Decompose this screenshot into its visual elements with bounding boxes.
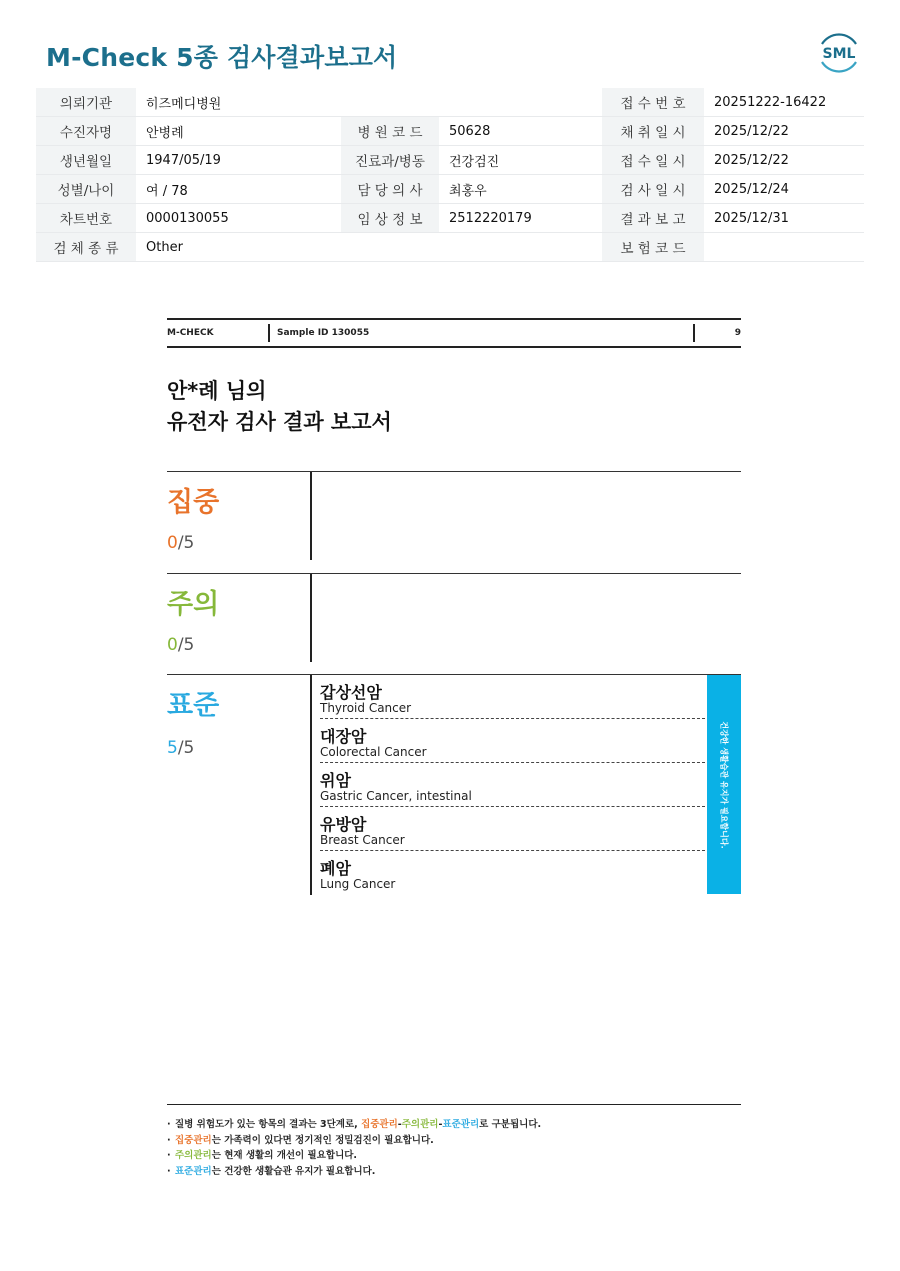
item-name-en: Thyroid Cancer [320, 701, 412, 715]
info-label: 병 원 코 드 [341, 117, 439, 146]
note-line: · 주의관리는 현재 생활의 개선이 필요합니다. [167, 1150, 358, 1161]
info-row [36, 233, 864, 262]
info-value: 2025/12/24 [704, 175, 864, 204]
info-empty [341, 88, 439, 117]
note-line: · 표준관리는 건강한 생활습관 유지가 필요합니다. [167, 1165, 376, 1177]
info-value: 여 / 78 [136, 175, 341, 204]
item-name-en: Gastric Cancer, intestinal [320, 789, 472, 803]
report-title [167, 376, 392, 438]
info-row [36, 88, 864, 117]
info-label: 생년월일 [36, 146, 136, 175]
info-label: 성별/나이 [36, 175, 136, 204]
info-value: 건강검진 [439, 146, 602, 175]
report-brand: M-CHECK [167, 328, 214, 338]
document-title: M-Check 5종 검사결과보고서 [46, 43, 398, 72]
info-value: 2512220179 [439, 204, 602, 233]
section-name: 집중 [167, 487, 220, 518]
info-empty [341, 233, 439, 262]
logo-text: SML [822, 46, 856, 62]
section-count [167, 635, 194, 655]
section-count [167, 533, 194, 553]
list-item [320, 851, 705, 894]
list-item [320, 807, 705, 851]
page-number: 9 [734, 328, 741, 338]
info-empty [439, 88, 602, 117]
info-label: 진료과/병동 [341, 146, 439, 175]
info-value: Other [136, 233, 341, 262]
cancer-list [320, 675, 705, 894]
info-value: 안병례 [136, 117, 341, 146]
header-divider [693, 324, 695, 342]
genetic-report-page [167, 318, 741, 1198]
info-value: 최홍우 [439, 175, 602, 204]
info-value: 2025/12/31 [704, 204, 864, 233]
info-value: 0000130055 [136, 204, 341, 233]
info-value: 50628 [439, 117, 602, 146]
header-divider [268, 324, 270, 342]
count-value: 0 [167, 533, 178, 553]
item-name-ko: 유방암 [320, 815, 367, 834]
sample-id: Sample ID 130055 [277, 328, 370, 338]
section-count [167, 738, 194, 758]
info-value: 20251222-16422 [704, 88, 864, 117]
info-value [704, 233, 864, 262]
section-standard [167, 674, 741, 895]
info-value: 히즈메디병원 [136, 88, 341, 117]
section-name: 표준 [167, 690, 220, 721]
section-focus [167, 471, 741, 560]
info-value: 2025/12/22 [704, 117, 864, 146]
report-title-line2: 유전자 검사 결과 보고서 [167, 410, 392, 434]
count-value: 5 [167, 738, 178, 758]
info-row [36, 175, 864, 204]
info-row [36, 146, 864, 175]
report-header [167, 318, 741, 348]
info-label: 임 상 정 보 [341, 204, 439, 233]
info-label: 차트번호 [36, 204, 136, 233]
count-total: /5 [177, 635, 195, 655]
info-label: 수진자명 [36, 117, 136, 146]
item-name-ko: 폐암 [320, 859, 351, 878]
section-name: 주의 [167, 589, 220, 620]
info-label: 보 험 코 드 [602, 233, 704, 262]
info-label: 의뢰기관 [36, 88, 136, 117]
count-value: 0 [167, 635, 178, 655]
note-line: · 집중관리는 가족력이 있다면 정기적인 정밀검진이 필요합니다. [167, 1134, 434, 1146]
list-item [320, 719, 705, 763]
note-line: · 질병 위험도가 있는 항목의 결과는 3단계로, 집중관리-주의관리-표준관리로 구분됩니다. [167, 1119, 542, 1130]
info-label: 채 취 일 시 [602, 117, 704, 146]
section-divider [310, 472, 312, 560]
item-name-ko: 갑상선암 [320, 683, 382, 702]
list-item [320, 763, 705, 807]
item-name-en: Breast Cancer [320, 833, 405, 847]
info-label: 검 사 일 시 [602, 175, 704, 204]
item-name-ko: 위암 [320, 771, 351, 790]
info-empty [439, 233, 602, 262]
info-label: 담 당 의 사 [341, 175, 439, 204]
list-item [320, 675, 705, 719]
item-name-en: Colorectal Cancer [320, 745, 427, 759]
info-row [36, 204, 864, 233]
item-name-ko: 대장암 [320, 727, 367, 746]
standard-side-bar [707, 675, 741, 894]
section-caution [167, 573, 741, 662]
patient-info-table [36, 88, 864, 262]
section-divider [310, 574, 312, 662]
section-divider [310, 675, 312, 895]
info-label: 접 수 일 시 [602, 146, 704, 175]
info-row [36, 117, 864, 146]
sml-logo [816, 30, 862, 76]
item-name-en: Lung Cancer [320, 877, 396, 891]
info-value: 2025/12/22 [704, 146, 864, 175]
report-title-line1: 안*례 님의 [167, 379, 267, 403]
side-bar-text: 건강한 생활습관 유지가 필요합니다. [719, 721, 729, 849]
legend-notes [167, 1104, 741, 1179]
count-total: /5 [177, 533, 195, 553]
info-label: 검 체 종 류 [36, 233, 136, 262]
info-label: 접 수 번 호 [602, 88, 704, 117]
info-label: 결 과 보 고 [602, 204, 704, 233]
info-value: 1947/05/19 [136, 146, 341, 175]
count-total: /5 [177, 738, 195, 758]
